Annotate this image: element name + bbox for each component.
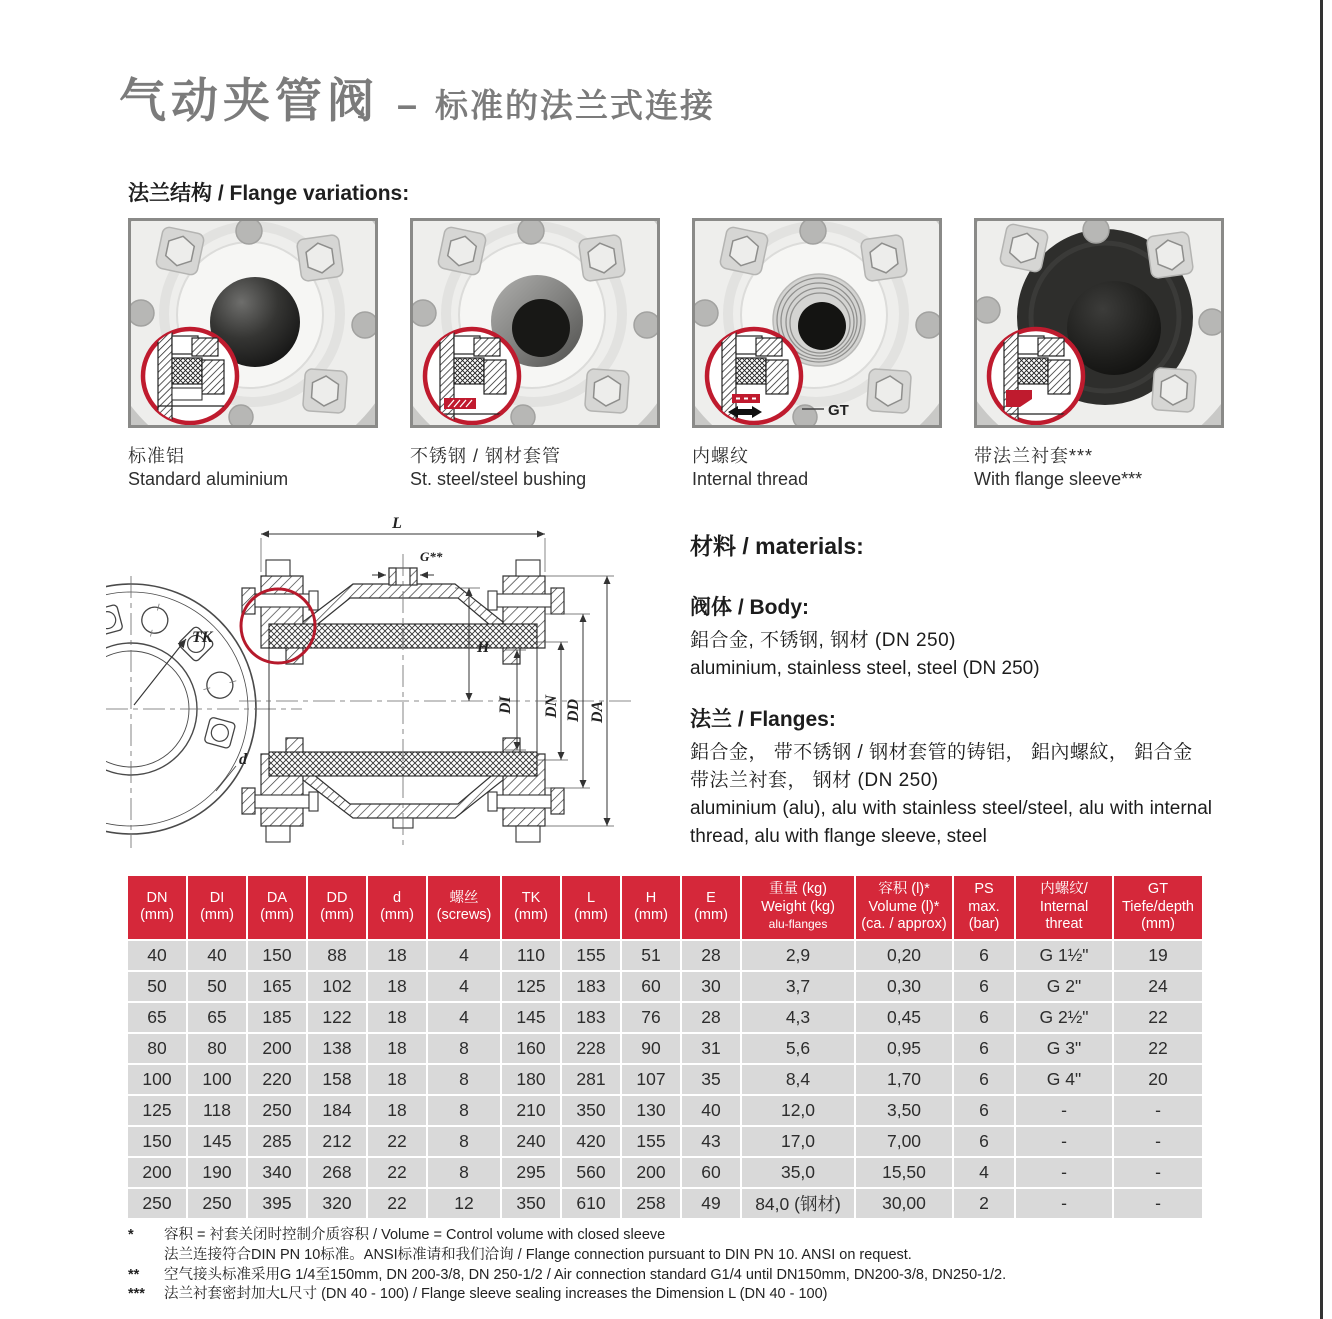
caption-en: Internal thread xyxy=(692,469,809,489)
flange-variant-internal-thread xyxy=(692,218,942,491)
table-cell: 43 xyxy=(682,1127,740,1156)
column-header: GT Tiefe/depth (mm) xyxy=(1114,876,1202,939)
table-cell: 6 xyxy=(954,941,1014,970)
table-cell: 51 xyxy=(622,941,680,970)
table-cell: 30 xyxy=(682,972,740,1001)
table-cell: 200 xyxy=(622,1158,680,1187)
bore xyxy=(512,299,570,357)
caption-zh: 标准铝 xyxy=(128,446,185,466)
table-row xyxy=(128,1065,1202,1094)
table-cell: 155 xyxy=(562,941,620,970)
table-cell: 610 xyxy=(562,1189,620,1218)
dim-label-g: G** xyxy=(420,549,443,564)
table-cell: 12,0 xyxy=(742,1096,854,1125)
table-cell: 145 xyxy=(188,1127,246,1156)
flange-photo-standard-aluminium xyxy=(128,218,378,428)
column-header: L (mm) xyxy=(562,876,620,939)
table-cell: 50 xyxy=(128,972,186,1001)
caption-zh: 内螺纹 xyxy=(692,446,749,466)
table-cell: 4 xyxy=(428,972,500,1001)
table-row xyxy=(128,1189,1202,1218)
dimension-drawing xyxy=(106,514,680,853)
table-cell: 180 xyxy=(502,1065,560,1094)
table-cell: 220 xyxy=(248,1065,306,1094)
table-cell: 49 xyxy=(682,1189,740,1218)
table-cell: - xyxy=(1114,1158,1202,1187)
table-cell: 2,9 xyxy=(742,941,854,970)
flange-materials-en: aluminium (alu), alu with stainless steel/steel, alu with internal thread, alu with flange sleeve, steel xyxy=(690,798,1212,847)
bolt xyxy=(155,226,205,276)
column-header: DI (mm) xyxy=(188,876,246,939)
table-cell: - xyxy=(1016,1127,1112,1156)
table-cell: 84,0 (钢材) xyxy=(742,1189,854,1218)
bolt xyxy=(867,369,912,414)
flange-materials-zh-2: 带法兰衬套， 钢材 (DN 250) xyxy=(690,770,939,791)
table-cell: 8 xyxy=(428,1158,500,1187)
table-cell: 0,95 xyxy=(856,1034,952,1063)
footnote-marker: * xyxy=(128,1227,134,1243)
footnotes xyxy=(128,1226,1158,1305)
footnote-marker xyxy=(128,1246,164,1266)
table-cell: 12 xyxy=(428,1189,500,1218)
table-row xyxy=(128,1034,1202,1063)
table-cell: 185 xyxy=(248,1003,306,1032)
table-cell: 3,50 xyxy=(856,1096,952,1125)
table-cell: 125 xyxy=(128,1096,186,1125)
table-header-row xyxy=(128,876,1202,939)
table-cell: - xyxy=(1016,1096,1112,1125)
table-cell: 190 xyxy=(188,1158,246,1187)
column-header: H (mm) xyxy=(622,876,680,939)
table-cell: - xyxy=(1114,1189,1202,1218)
table-cell: 165 xyxy=(248,972,306,1001)
table-cell: 0,20 xyxy=(856,941,952,970)
flange-materials-zh-1: 鋁合金， 带不锈钢 / 钢材套管的铸铝， 鋁內螺紋， 鋁合金 xyxy=(690,742,1193,763)
table-cell: 65 xyxy=(188,1003,246,1032)
flange-variant-flange-sleeve xyxy=(974,218,1224,491)
dim-label-dd: DD xyxy=(565,698,582,722)
caption-en: With flange sleeve*** xyxy=(974,469,1143,489)
table-cell: 28 xyxy=(682,941,740,970)
table-cell: 4,3 xyxy=(742,1003,854,1032)
table-cell: 340 xyxy=(248,1158,306,1187)
table-cell: 145 xyxy=(502,1003,560,1032)
page-title xyxy=(119,64,715,131)
table-cell: 8,4 xyxy=(742,1065,854,1094)
flange-variant-standard-aluminium xyxy=(128,218,378,491)
table-cell: 19 xyxy=(1114,941,1202,970)
table-cell: 6 xyxy=(954,972,1014,1001)
table-cell: 183 xyxy=(562,972,620,1001)
caption-en: Standard aluminium xyxy=(128,469,289,489)
table-cell: 3,7 xyxy=(742,972,854,1001)
table-cell: 125 xyxy=(502,972,560,1001)
column-header: E (mm) xyxy=(682,876,740,939)
table-row xyxy=(128,1096,1202,1125)
table-cell: 7,00 xyxy=(856,1127,952,1156)
column-header: PS max. (bar) xyxy=(954,876,1014,939)
gt-detail-label: GT xyxy=(828,402,849,419)
bolt xyxy=(585,369,630,414)
bolt xyxy=(999,223,1049,273)
table-cell: 250 xyxy=(248,1096,306,1125)
table-cell: 40 xyxy=(128,941,186,970)
caption xyxy=(692,445,942,491)
table-cell: 240 xyxy=(502,1127,560,1156)
caption-en: St. steel/steel bushing xyxy=(410,469,587,489)
table-cell: 0,45 xyxy=(856,1003,952,1032)
table-cell: 184 xyxy=(308,1096,366,1125)
dim-label-l: L xyxy=(392,515,402,532)
footnote-marker: ** xyxy=(128,1266,140,1283)
table-cell: 18 xyxy=(368,1065,426,1094)
table-cell: 31 xyxy=(682,1034,740,1063)
footnote-text: 空气接头标准采用G 1/4至150mm, DN 200-3/8, DN 250-1/2 / Air connection standard G1/4 until DN150mm, DN200-3/8, DN250-1/2. xyxy=(164,1266,1007,1283)
table-cell: 100 xyxy=(128,1065,186,1094)
column-header: 重量 (kg) Weight (kg) alu-flanges xyxy=(742,876,854,939)
table-row xyxy=(128,1003,1202,1032)
table-cell: 8 xyxy=(428,1096,500,1125)
table-row xyxy=(128,1158,1202,1187)
table-cell: 8 xyxy=(428,1127,500,1156)
table-cell: 0,30 xyxy=(856,972,952,1001)
footnote-text: 法兰连接符合DIN PN 10标准。ANSI标准请和我们洽询 / Flange connection pursuant to DIN PN 10. ANSI on request. xyxy=(164,1246,912,1263)
table-cell: 6 xyxy=(954,1127,1014,1156)
table-cell: 102 xyxy=(308,972,366,1001)
bolt xyxy=(303,369,348,414)
flanges-heading: 法兰 / Flanges: xyxy=(690,708,836,731)
column-header: 螺丝 (screws) xyxy=(428,876,500,939)
spec-table xyxy=(126,874,1204,1220)
flange-variations-heading: 法兰结构 / Flange variations: xyxy=(128,182,410,205)
materials-heading: 材料 / materials: xyxy=(690,533,864,559)
table-cell: 560 xyxy=(562,1158,620,1187)
table-cell: 88 xyxy=(308,941,366,970)
table-cell: 22 xyxy=(368,1127,426,1156)
table-cell: G 1½" xyxy=(1016,941,1112,970)
table-cell: 100 xyxy=(188,1065,246,1094)
table-cell: 65 xyxy=(128,1003,186,1032)
table-cell: 122 xyxy=(308,1003,366,1032)
table-cell: 20 xyxy=(1114,1065,1202,1094)
bolt xyxy=(578,234,625,281)
table-cell: 35,0 xyxy=(742,1158,854,1187)
table-cell: 200 xyxy=(248,1034,306,1063)
dim-label-di: DI xyxy=(497,696,514,714)
column-header: 容积 (l)* Volume (l)* (ca. / approx) xyxy=(856,876,952,939)
bore xyxy=(798,302,846,350)
table-cell: 285 xyxy=(248,1127,306,1156)
body-materials-zh: 鋁合金, 不锈钢, 钢材 (DN 250) xyxy=(690,630,956,651)
table-cell: 6 xyxy=(954,1065,1014,1094)
table-cell: 210 xyxy=(502,1096,560,1125)
table-cell: 35 xyxy=(682,1065,740,1094)
table-cell: 8 xyxy=(428,1034,500,1063)
table-cell: 18 xyxy=(368,1034,426,1063)
table-cell: 250 xyxy=(188,1189,246,1218)
page-title-dash: – xyxy=(397,84,418,125)
table-cell: 5,6 xyxy=(742,1034,854,1063)
table-cell: G 4" xyxy=(1016,1065,1112,1094)
page-title-zh: 气动夹管阀 xyxy=(119,74,379,127)
caption xyxy=(410,445,660,491)
table-cell: - xyxy=(1016,1158,1112,1187)
table-cell: 158 xyxy=(308,1065,366,1094)
table-cell: 395 xyxy=(248,1189,306,1218)
flange-photo-internal-thread xyxy=(692,218,942,428)
table-cell: 18 xyxy=(368,1096,426,1125)
table-cell: 15,50 xyxy=(856,1158,952,1187)
footnote-text: 容积 = 衬套关闭时控制介质容积 / Volume = Control volume with closed sleeve xyxy=(164,1227,666,1243)
column-header: d (mm) xyxy=(368,876,426,939)
table-cell: 2 xyxy=(954,1189,1014,1218)
table-cell: 90 xyxy=(622,1034,680,1063)
table-cell: 138 xyxy=(308,1034,366,1063)
table-cell: 183 xyxy=(562,1003,620,1032)
table-cell: 258 xyxy=(622,1189,680,1218)
table-cell: 130 xyxy=(622,1096,680,1125)
table-cell: 30,00 xyxy=(856,1189,952,1218)
dim-label-d: d xyxy=(239,751,247,768)
bolt xyxy=(719,226,769,276)
table-cell: 18 xyxy=(368,1003,426,1032)
materials-section xyxy=(690,528,1212,851)
table-cell: 350 xyxy=(562,1096,620,1125)
table-cell: 17,0 xyxy=(742,1127,854,1156)
table-cell: 228 xyxy=(562,1034,620,1063)
table-cell: 350 xyxy=(502,1189,560,1218)
flange-photo-flange-sleeve xyxy=(974,218,1224,428)
table-cell: G 2½" xyxy=(1016,1003,1112,1032)
flange-variations-row xyxy=(128,218,1224,491)
table-cell: 22 xyxy=(1114,1003,1202,1032)
page-edge-line xyxy=(1320,0,1323,1319)
table-cell: 4 xyxy=(954,1158,1014,1187)
table-cell: 80 xyxy=(128,1034,186,1063)
table-cell: 60 xyxy=(622,972,680,1001)
footnote-text: 法兰衬套密封加大L尺寸 (DN 40 - 100) / Flange sleeve sealing increases the Dimension L (DN 40 - 100) xyxy=(164,1286,828,1303)
flange-variant-steel-bushing xyxy=(410,218,660,491)
table-cell: 28 xyxy=(682,1003,740,1032)
table-cell: 22 xyxy=(368,1189,426,1218)
table-cell: 160 xyxy=(502,1034,560,1063)
table-cell: 420 xyxy=(562,1127,620,1156)
table-cell: 250 xyxy=(128,1189,186,1218)
table-cell: 107 xyxy=(622,1065,680,1094)
table-cell: 50 xyxy=(188,972,246,1001)
table-cell: 4 xyxy=(428,941,500,970)
table-cell: 40 xyxy=(188,941,246,970)
table-cell: 110 xyxy=(502,941,560,970)
table-cell: 281 xyxy=(562,1065,620,1094)
table-cell: 40 xyxy=(682,1096,740,1125)
caption-zh: 带法兰衬套*** xyxy=(974,446,1094,466)
flange-photo-steel-bushing xyxy=(410,218,660,428)
table-cell: 6 xyxy=(954,1096,1014,1125)
page-title-subtitle: 标准的法兰式连接 xyxy=(435,87,716,124)
table-cell: G 3" xyxy=(1016,1034,1112,1063)
table-cell: 18 xyxy=(368,972,426,1001)
bolt xyxy=(296,234,343,281)
table-cell: 200 xyxy=(128,1158,186,1187)
column-header: DN (mm) xyxy=(128,876,186,939)
table-cell: 24 xyxy=(1114,972,1202,1001)
table-row xyxy=(128,1127,1202,1156)
table-cell: G 2" xyxy=(1016,972,1112,1001)
table-cell: 22 xyxy=(368,1158,426,1187)
table-row xyxy=(128,972,1202,1001)
caption-zh: 不锈钢 / 钢材套管 xyxy=(410,446,562,466)
footnote-marker: *** xyxy=(128,1286,145,1303)
table-cell: 76 xyxy=(622,1003,680,1032)
table-cell: 6 xyxy=(954,1003,1014,1032)
body-heading: 阀体 / Body: xyxy=(690,596,809,619)
column-header: DA (mm) xyxy=(248,876,306,939)
caption xyxy=(974,445,1224,491)
table-cell: 320 xyxy=(308,1189,366,1218)
table-cell: 80 xyxy=(188,1034,246,1063)
dim-label-tk: TK xyxy=(192,629,213,646)
table-cell: 4 xyxy=(428,1003,500,1032)
table-cell: 295 xyxy=(502,1158,560,1187)
table-cell: 6 xyxy=(954,1034,1014,1063)
table-cell: - xyxy=(1114,1127,1202,1156)
bolt xyxy=(860,234,907,281)
table-cell: 8 xyxy=(428,1065,500,1094)
bolt xyxy=(1152,368,1197,413)
dim-label-dn: DN xyxy=(543,694,560,718)
dimension-table xyxy=(126,874,1204,1220)
column-header: TK (mm) xyxy=(502,876,560,939)
table-cell: 150 xyxy=(248,941,306,970)
table-cell: 150 xyxy=(128,1127,186,1156)
table-cell: 18 xyxy=(368,941,426,970)
table-cell: 1,70 xyxy=(856,1065,952,1094)
dim-label-h: H xyxy=(477,639,490,656)
table-cell: - xyxy=(1016,1189,1112,1218)
logo-band xyxy=(444,398,476,409)
table-cell: 22 xyxy=(1114,1034,1202,1063)
table-cell: 155 xyxy=(622,1127,680,1156)
table-cell: 212 xyxy=(308,1127,366,1156)
bolt xyxy=(1146,231,1193,278)
column-header: DD (mm) xyxy=(308,876,366,939)
table-row xyxy=(128,941,1202,970)
table-cell: 268 xyxy=(308,1158,366,1187)
table-cell: 60 xyxy=(682,1158,740,1187)
caption xyxy=(128,445,378,491)
table-cell: - xyxy=(1114,1096,1202,1125)
body-materials-en: aluminium, stainless steel, steel (DN 250) xyxy=(690,658,1040,679)
column-header: 内螺纹/ Internal threat xyxy=(1016,876,1112,939)
bolt xyxy=(437,226,487,276)
dim-label-da: DA xyxy=(589,700,606,723)
table-cell: 118 xyxy=(188,1096,246,1125)
